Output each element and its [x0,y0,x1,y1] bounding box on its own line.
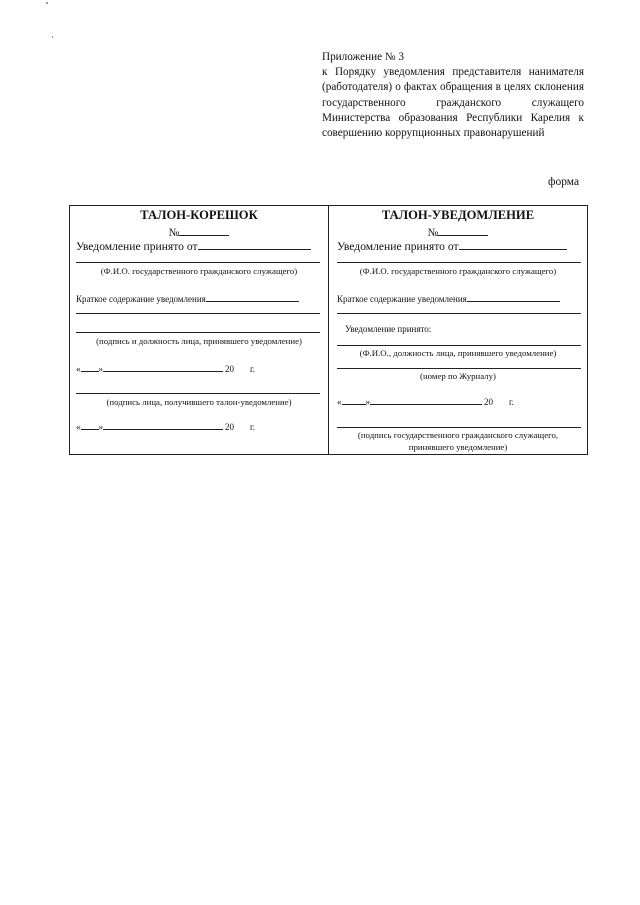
notice-fio-caption: (Ф.И.О. государственного гражданского служащего) [359,266,557,276]
stub-recipient-signature-line[interactable] [76,393,320,394]
stub-heading: ТАЛОН-КОРЕШОК [140,208,258,222]
stub-receiver-signature-line[interactable] [76,332,320,333]
stub-summary [76,291,299,304]
stub-date-2-year: 20 [225,422,234,432]
notice-number [329,224,587,239]
stub-number-field[interactable] [179,224,229,236]
notice-summary-label: Краткое содержание уведомления [337,294,467,304]
appendix-title: Приложение № 3 [322,51,404,63]
stub-received-from [76,239,311,253]
notice-received-from [337,239,567,253]
stub-recipient-caption: (подпись лица, получившего талон-уведомление) [106,397,292,407]
form-label: форма [548,176,580,188]
stub-date-1-day[interactable] [81,362,99,372]
date-close-quote: » [365,397,370,407]
form-table [69,205,588,455]
stub-date-1-month[interactable] [103,362,223,372]
stub-date-2-year-suffix: г. [250,422,255,432]
notice-accepted-label: Уведомление принято: [345,324,432,334]
notice-fio-line[interactable] [337,262,581,263]
notice-received-from-field[interactable] [459,239,567,250]
scan-mark [52,36,53,38]
notice-journal-line[interactable] [337,368,581,369]
stub-received-from-field[interactable] [198,239,311,250]
stub-summary-field[interactable] [206,291,299,302]
stub-number-label: № [168,227,180,239]
stub-date-2 [76,420,255,432]
date-open-quote: « [76,364,81,374]
notice-number-label: № [427,227,439,239]
notice-date-month[interactable] [370,395,482,405]
date-open-quote: « [337,397,342,407]
notice-summary [337,291,560,304]
date-close-quote: » [98,364,103,374]
notice-receiver-line[interactable] [337,345,581,346]
date-open-quote: « [76,422,81,432]
notice-heading: ТАЛОН-УВЕДОМЛЕНИЕ [381,208,535,222]
stub-date-2-month[interactable] [103,420,223,430]
notice-signature-line[interactable] [337,427,581,428]
notice-journal-caption: (номер по Журналу) [420,371,496,381]
stub-date-2-day[interactable] [81,420,99,430]
stub-summary-label: Краткое содержание уведомления [76,294,206,304]
stub-summary-line-2[interactable] [76,313,320,314]
notice-signature-caption-2: принявшего уведомление) [408,442,508,452]
stub-receiver-caption: (подпись и должность лица, принявшего уведомление) [96,336,302,346]
notice-date-day[interactable] [342,395,366,405]
stub-fio-caption: (Ф.И.О. государственного гражданского служащего) [100,266,298,276]
notice-date [337,395,514,407]
notice-signature-caption-1: (подпись государственного гражданского служащего, [357,430,559,440]
stub-fio-line[interactable] [76,262,320,263]
notice-received-from-label: Уведомление принято от [337,240,459,253]
notice-summary-field[interactable] [467,291,560,302]
stub-date-1 [76,362,255,374]
notice-date-year-suffix: г. [509,397,514,407]
date-close-quote: » [98,422,103,432]
notice-summary-line-2[interactable] [337,313,581,314]
stub-received-from-label: Уведомление принято от [76,240,198,253]
appendix-body: к Порядку уведомления представителя нанимателя (работодателя) о фактах обращения в целях склонения государственного гражданского служащего Министерства образования Республики Карелия к совершению коррупционных правонарушений [322,66,584,140]
notice-date-year: 20 [484,397,493,407]
stub-date-1-year: 20 [225,364,234,374]
stub-number [70,224,328,239]
notice-number-field[interactable] [438,224,488,236]
appendix-block [322,50,584,141]
notice-column [329,206,587,454]
notice-receiver-caption: (Ф.И.О., должность лица, принявшего уведомление) [359,348,557,358]
stub-date-1-year-suffix: г. [250,364,255,374]
scan-mark [46,2,48,4]
stub-column [70,206,328,454]
